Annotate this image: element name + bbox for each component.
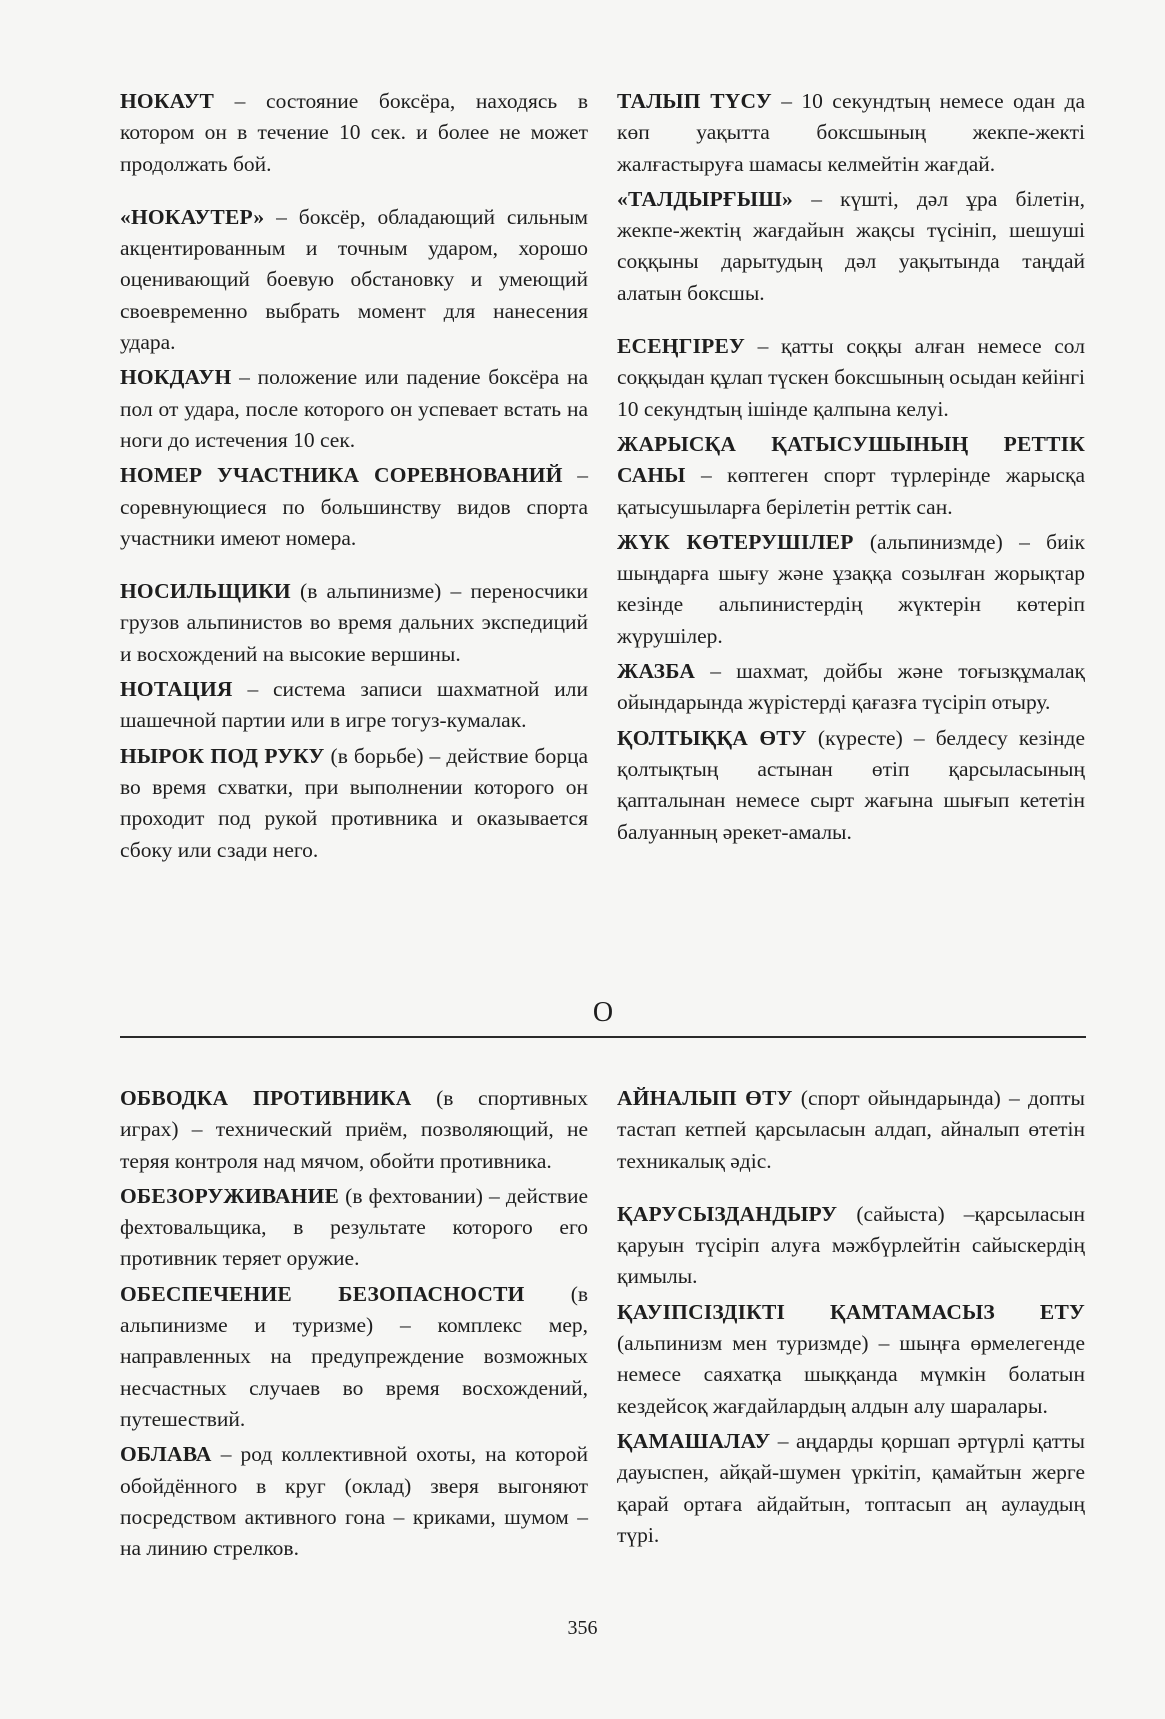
dictionary-entry [617, 86, 1085, 180]
entry-note: (альпинизмде) [853, 529, 1003, 554]
dictionary-entry [120, 674, 588, 737]
entry-note: (сайыста) [837, 1201, 945, 1226]
entry-definition: – допты тастап кетпей қарсыласын алдап, айналып өтетін техникалық әдіс. [617, 1086, 1085, 1173]
entry-term: ЕСЕҢГІРЕУ [617, 334, 746, 359]
entry-term: АЙНАЛЫП ӨТУ [617, 1086, 793, 1110]
entry-note: (в спортивных играх) [120, 1086, 588, 1142]
entry-term: «НОКАУТЕР» [120, 204, 265, 229]
top-left-column [120, 86, 588, 870]
entry-term: НОТАЦИЯ [120, 677, 233, 702]
dictionary-entry [617, 331, 1085, 425]
entry-note: (в альпинизме) [290, 579, 442, 604]
entry-term: ОБЕСПЕЧЕНИЕ БЕЗОПАСНОСТИ [120, 1281, 525, 1306]
letter-section-divider [120, 996, 1086, 1044]
entry-term: ҚАМАШАЛАУ [617, 1428, 771, 1453]
dictionary-entry [617, 1426, 1085, 1551]
entry-definition: – действие фехтовальщика, в результате которого его противник теряет оружие. [120, 1183, 588, 1271]
dictionary-entry [617, 723, 1085, 848]
page-number: 356 [567, 1617, 598, 1639]
entry-term: ЖАРЫСҚА ҚАТЫСУШЫНЫҢ РЕТТІК САНЫ [617, 431, 1085, 488]
entry-note: (спорт ойындарында) [792, 1086, 1001, 1110]
entry-term: ОБЕЗОРУЖИВАНИЕ [120, 1183, 340, 1208]
dictionary-entry [120, 1279, 588, 1435]
entry-term: ТАЛЫП ТҮСУ [617, 89, 772, 113]
entry-definition: – система записи шахматной или шашечной партии или в игре тогуз-кумалак. [120, 677, 588, 733]
dictionary-entry [120, 202, 588, 358]
dictionary-entry [617, 1083, 1085, 1177]
entry-term: НОМЕР УЧАСТНИКА СОРЕВНОВАНИЙ [120, 463, 563, 488]
entry-definition: – состояние боксёра, находясь в котором он в течение 10 сек. и более не может продолжать бой. [120, 89, 588, 176]
entry-term: «ТАЛДЫРҒЫШ» [617, 186, 793, 211]
section-rule [120, 1036, 1086, 1038]
dictionary-entry [120, 460, 588, 554]
entry-note: (альпинизм мен туризмде) [617, 1331, 869, 1356]
entry-definition: – технический приём, позволяющий, не теряя контроля над мячом, обойти противника. [120, 1117, 588, 1173]
bottom-right-column [617, 1083, 1085, 1555]
entry-definition: – шахмат, дойбы және тоғызқұмалақ ойындарында жүрістерді қағазға түсіріп отыру. [617, 659, 1085, 715]
entry-term: НОКАУТ [120, 89, 214, 113]
entry-term: ОБВОДКА ПРОТИВНИКА [120, 1086, 412, 1110]
entry-term: ҚАУІПСІЗДІКТІ ҚАМТАМАСЫЗ ЕТУ [617, 1299, 1085, 1324]
dictionary-entry [617, 1199, 1085, 1293]
dictionary-entry [617, 1297, 1085, 1422]
dictionary-entry [617, 527, 1085, 652]
entry-definition: – қатты соққы алған немесе сол соққыдан құлап түскен боксшының осыдан кейінгі 10 секундтың ішінде қалпына келуі. [617, 334, 1085, 421]
entry-definition: – положение или падение боксёра на пол от удара, после которого он успевает встать на ноги до истечения 10 сек. [120, 365, 588, 452]
entry-note: (в фехтовании) [339, 1183, 483, 1208]
entry-definition: – күшті, дәл ұра білетін, жекпе-жектің жағдайын жақсы түсініп, шешуші соққыны дарытудың дәл уақытында таңдай алатын боксшы. [617, 186, 1085, 305]
entry-term: ЖАЗБА [617, 659, 696, 684]
entry-definition: – көптеген спорт түрлерінде жарысқа қатысушыларға берілетін реттік сан. [617, 463, 1085, 519]
entry-definition: – переносчики грузов альпинистов во время дальних экспедиций и восхождений на высокие вершины. [120, 579, 588, 666]
dictionary-entry [120, 1181, 588, 1275]
dictionary-entry [617, 429, 1085, 523]
entry-note: (в альпинизме и туризме) [120, 1281, 588, 1338]
top-right-column [617, 86, 1085, 852]
entry-term: НОКДАУН [120, 365, 232, 390]
entry-definition: – комплекс мер, направленных на предупреждение возможных несчастных случаев во время восхождений, путешествий. [120, 1313, 589, 1431]
entry-definition: – белдесу кезінде қолтықтың астынан өтіп қарсыласының қапталынан немесе сырт жағына шығып кететін балуанның әрекет-амалы. [617, 725, 1085, 844]
section-letter: О [592, 997, 614, 1028]
entry-definition: – 10 секундтың немесе одан да көп уақытта боксшының жекпе-жекті жалғастыруға шамасы келмейтін жағдай. [617, 89, 1085, 176]
entry-term: ҚАРУСЫЗДАНДЫРУ [617, 1201, 838, 1226]
entry-term: ЖҮК КӨТЕРУШІЛЕР [617, 529, 854, 554]
dictionary-entry [617, 184, 1085, 309]
entry-note: (в борьбе) [324, 743, 424, 768]
dictionary-entry [120, 1083, 588, 1177]
dictionary-entry [120, 86, 588, 180]
dictionary-entry [617, 656, 1085, 719]
dictionary-entry [120, 741, 588, 866]
dictionary-entry [120, 362, 588, 456]
entry-definition: – аңдарды қоршап әртүрлі қатты дауыспен, айқай-шумен үркітіп, қамайтын жерге қарай ортаға айдайтын, топтасып аң аулаудың түрі. [617, 1428, 1085, 1547]
bottom-left-column [120, 1083, 588, 1568]
entry-term: НЫРОК ПОД РУКУ [120, 743, 325, 768]
entry-definition: –қарсыласын қаруын түсіріп алуға мәжбүрлейтін сайыскердің қимылы. [617, 1201, 1085, 1289]
entry-term: НОСИЛЬЩИКИ [120, 579, 291, 604]
entry-definition: – шыңға өрмелегенде немесе саяхатқа шыққанда мүмкін болатын кездейсоқ жағдайлардың алдын алу шаралары. [617, 1331, 1085, 1418]
entry-term: ОБЛАВА [120, 1442, 212, 1467]
dictionary-entry [120, 576, 588, 670]
entry-definition: – соревнующиеся по большинству видов спорта участники имеют номера. [120, 463, 589, 550]
entry-note: (күресте) [806, 725, 903, 750]
entry-definition: – действие борца во время схватки, при выполнении которого он проходит под рукой противника и оказывается сбоку или сзади него. [120, 743, 588, 862]
entry-term: ҚОЛТЫҚҚА ӨТУ [617, 725, 807, 750]
dictionary-entry [120, 1439, 588, 1564]
entry-definition: – боксёр, обладающий сильным акцентированным и точным ударом, хорошо оценивающий боевую обстановку и умеющий своевременно выбрать момент для нанесения удара. [120, 204, 588, 355]
entry-definition: – биік шыңдарға шығу және ұзаққа созылған жорықтар кезінде альпинистердің жүктерін көтеріп жүрушілер. [617, 529, 1085, 648]
entry-definition: – род коллективной охоты, на которой обойдённого в круг (оклад) зверя выгоняют посредством активного гона – криками, шумом – на линию стрелков. [120, 1442, 588, 1561]
